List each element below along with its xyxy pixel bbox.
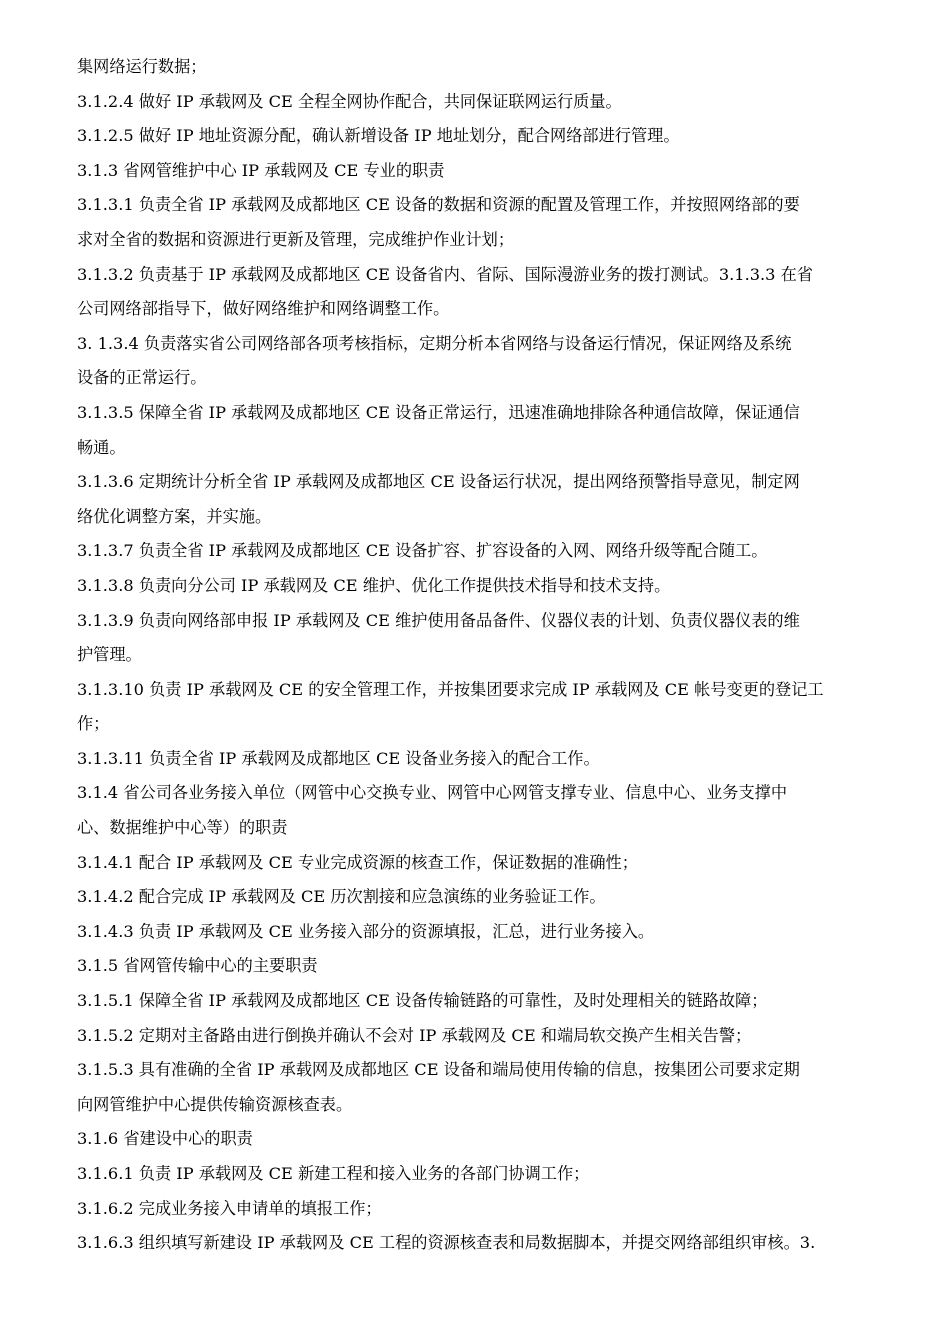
text-line: 3.1.5.3 具有准确的全省 IP 承载网及成都地区 CE 设备和端局使用传输的信息，按集团公司要求定期 — [77, 1060, 800, 1080]
text-line: 心、数据维护中心等）的职责 — [77, 818, 288, 838]
text-line: 3.1.3.1 负责全省 IP 承载网及成都地区 CE 设备的数据和资源的配置及管理工作，并按照网络部的要 — [77, 195, 800, 215]
text-line: 络优化调整方案，并实施。 — [77, 506, 272, 526]
section-heading: 3.1.3 省网管维护中心 IP 承载网及 CE 专业的职责 — [77, 160, 445, 180]
document-body — [77, 50, 877, 1261]
text-line: 3.1.6.1 负责 IP 承载网及 CE 新建工程和接入业务的各部门协调工作； — [77, 1164, 590, 1183]
text-line: 3. 1.3.4 负责落实省公司网络部各项考核指标，定期分析本省网络与设备运行情况，保证网络及系统 — [77, 333, 792, 353]
text-line: 3.1.4.2 配合完成 IP 承载网及 CE 历次割接和应急演练的业务验证工作。 — [77, 887, 606, 907]
text-line: 3.1.3.5 保障全省 IP 承载网及成都地区 CE 设备正常运行，迅速准确地排除各种通信故障，保证通信 — [77, 402, 800, 422]
section-heading: 3.1.6 省建设中心的职责 — [77, 1129, 253, 1149]
text-line: 向网管维护中心提供传输资源核查表。 — [77, 1094, 353, 1114]
text-line: 畅通。 — [77, 437, 126, 457]
text-line: 设备的正常运行。 — [77, 368, 207, 388]
text-line: 3.1.2.5 做好 IP 地址资源分配，确认新增设备 IP 地址划分，配合网络部进行管理。 — [77, 126, 680, 146]
text-line: 护管理。 — [77, 645, 142, 665]
text-line: 3.1.3.7 负责全省 IP 承载网及成都地区 CE 设备扩容、扩容设备的入网、网络升级等配合随工。 — [77, 541, 768, 561]
text-line: 3.1.4.1 配合 IP 承载网及 CE 专业完成资源的核查工作，保证数据的准确性； — [77, 852, 638, 872]
text-line: 3.1.5.1 保障全省 IP 承载网及成都地区 CE 设备传输链路的可靠性，及时处理相关的链路故障； — [77, 991, 768, 1011]
text-line: 3.1.3.2 负责基于 IP 承载网及成都地区 CE 设备省内、省际、国际漫游业务的拨打测试。3.1.3.3 在省 — [77, 264, 813, 284]
text-line: 作； — [77, 714, 110, 734]
text-line: 3.1.3.11 负责全省 IP 承载网及成都地区 CE 设备业务接入的配合工作。 — [77, 748, 600, 768]
text-line: 3.1.6.3 组织填写新建设 IP 承载网及 CE 工程的资源核查表和局数据脚本，并提交网络部组织审核。3. — [77, 1233, 816, 1253]
section-heading: 3.1.5 省网管传输中心的主要职责 — [77, 956, 318, 976]
text-line: 3.1.3.6 定期统计分析全省 IP 承载网及成都地区 CE 设备运行状况，提出网络预警指导意见，制定网 — [77, 472, 800, 492]
text-line: 求对全省的数据和资源进行更新及管理，完成维护作业计划； — [77, 229, 515, 249]
text-line: 3.1.2.4 做好 IP 承载网及 CE 全程全网协作配合，共同保证联网运行质量。 — [77, 91, 622, 111]
text-line: 3.1.3.10 负责 IP 承载网及 CE 的安全管理工作，并按集团要求完成 IP 承载网及 CE 帐号变更的登记工 — [77, 679, 824, 699]
text-line: 3.1.3.8 负责向分公司 IP 承载网及 CE 维护、优化工作提供技术指导和技术支持。 — [77, 575, 671, 595]
text-line: 3.1.4.3 负责 IP 承载网及 CE 业务接入部分的资源填报，汇总，进行业务接入。 — [77, 921, 655, 941]
text-line: 集网络运行数据； — [77, 57, 207, 76]
text-line: 公司网络部指导下，做好网络维护和网络调整工作。 — [77, 299, 450, 319]
section-heading: 3.1.4 省公司各业务接入单位（网管中心交换专业、网管中心网管支撑专业、信息中心、业务支撑中 — [77, 783, 788, 803]
text-line: 3.1.6.2 完成业务接入申请单的填报工作； — [77, 1198, 382, 1218]
text-line: 3.1.3.9 负责向网络部申报 IP 承载网及 CE 维护使用备品备件、仪器仪表的计划、负责仪器仪表的维 — [77, 610, 800, 630]
text-line: 3.1.5.2 定期对主备路由进行倒换并确认不会对 IP 承载网及 CE 和端局软交换产生相关告警； — [77, 1025, 752, 1045]
